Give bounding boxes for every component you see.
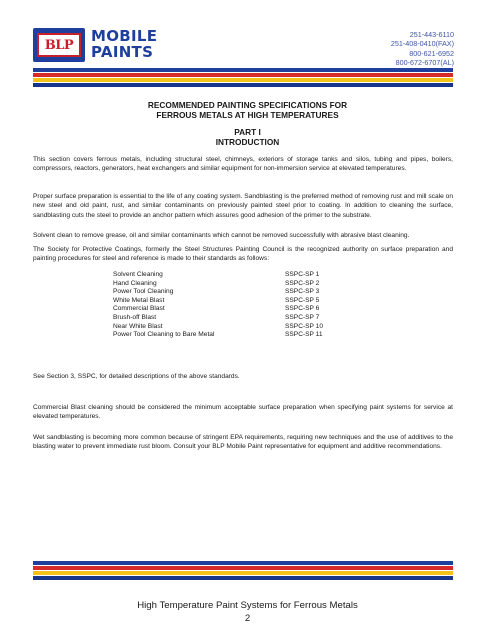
standard-code: SSPC-SP 1 — [285, 271, 320, 278]
standard-code: SSPC-SP 5 — [285, 296, 320, 304]
paragraph-wet-sandblast: Wet sandblasting is becoming more common because of stringent EPA requirements, requiring new techniques and the use of additives to the blasting water to prevent immediate rust bloom. Consult your BLP Mobile Paint representative for equipment and additive recommendations. — [33, 434, 453, 451]
table-row — [113, 305, 323, 314]
standard-name: Commercial Blast — [113, 305, 165, 313]
standard-code: SSPC-SP 6 — [285, 305, 320, 313]
table-row — [113, 331, 323, 340]
footer-title: High Temperature Paint Systems for Ferrous Metals — [137, 600, 358, 611]
standard-name: Hand Cleaning — [113, 279, 157, 287]
company-logo — [33, 28, 208, 66]
stripe-yellow — [33, 571, 453, 575]
stripe-blue — [33, 68, 453, 72]
table-row — [113, 314, 323, 323]
header-stripes — [33, 68, 453, 88]
standard-code: SSPC-SP 2 — [285, 279, 320, 287]
paragraph-solvent-clean: Solvent clean to remove grease, oil and similar contaminants which cannot be removed successfully with abrasive blast cleaning. — [33, 232, 410, 239]
section-heading — [0, 127, 495, 147]
standard-code: SSPC-SP 10 — [285, 322, 323, 330]
paragraph-see-section: See Section 3, SSPC, for detailed descriptions of the above standards. — [33, 373, 240, 380]
stripe-red — [33, 73, 453, 77]
standard-name: Power Tool Cleaning to Bare Metal — [113, 331, 215, 339]
stripe-blue — [33, 561, 453, 565]
table-row — [113, 271, 323, 280]
standard-code: SSPC-SP 3 — [285, 288, 320, 296]
logo-badge-text: BLP — [37, 33, 81, 57]
logo-badge — [33, 28, 85, 62]
doc-title-line-2: FERROUS METALS AT HIGH TEMPERATURES — [156, 110, 339, 120]
part-label: PART I — [234, 127, 261, 137]
doc-title-line-1: RECOMMENDED PAINTING SPECIFICATIONS FOR — [147, 100, 348, 110]
logo-line-1: MOBILE — [91, 27, 158, 45]
table-row — [113, 288, 323, 297]
standard-name: Power Tool Cleaning — [113, 288, 174, 296]
section-label: INTRODUCTION — [215, 137, 280, 147]
standard-name: Brush-off Blast — [113, 313, 157, 321]
paragraph-surface-prep: Proper surface preparation is essential to the life of any coating system. Sandblasting is the preferred method of removing rust and mill scale on new steel and old paint, rust, and similar contaminants on previously painted steel prior to coating. In addition to cleaning the surface, sandblasting cuts the steel to provide an anchor pattern which assures good adhesion of the primer to the substrate. — [33, 193, 453, 219]
table-row — [113, 323, 323, 332]
standards-table — [113, 271, 323, 340]
phone-alabama: 800-672-6707(AL) — [395, 58, 454, 68]
table-row — [113, 297, 323, 306]
phone-main: 251-443-6110 — [409, 30, 454, 39]
logo-wordmark — [91, 28, 157, 60]
logo-line-2: PAINTS — [91, 43, 154, 61]
phone-fax: 251-408-0410(FAX) — [390, 39, 454, 49]
page-number: 2 — [244, 613, 251, 624]
phone-tollfree: 800-621-6952 — [409, 48, 454, 58]
footer-stripes — [33, 561, 453, 581]
standard-code: SSPC-SP 11 — [285, 331, 323, 339]
stripe-navy — [33, 83, 453, 87]
standard-name: White Metal Blast — [113, 296, 165, 304]
standard-code: SSPC-SP 7 — [285, 313, 320, 321]
standard-name: Near White Blast — [113, 322, 163, 330]
standard-name: Solvent Cleaning — [113, 271, 163, 278]
stripe-red — [33, 566, 453, 570]
paragraph-scope: This section covers ferrous metals, including structural steel, chimneys, exteriors of storage tanks and silos, tubing and pipes, boilers, compressors, reactors, generators, heat exchangers and similar equipment for non-immersion service at elevated temperatures. — [33, 156, 453, 173]
stripe-yellow — [33, 78, 453, 82]
paragraph-sspc: The Society for Protective Coatings, formerly the Steel Structures Painting Council is the recognized authority on surface preparation and painting procedures for steel and reference is made to their standards as follows: — [33, 246, 453, 263]
stripe-navy — [33, 576, 453, 580]
table-row — [113, 280, 323, 289]
contact-block — [391, 30, 454, 68]
paragraph-commercial-blast: Commercial Blast cleaning should be considered the minimum acceptable surface preparation when specifying paint systems for service at elevated temperatures. — [33, 404, 453, 421]
doc-title — [0, 100, 495, 120]
